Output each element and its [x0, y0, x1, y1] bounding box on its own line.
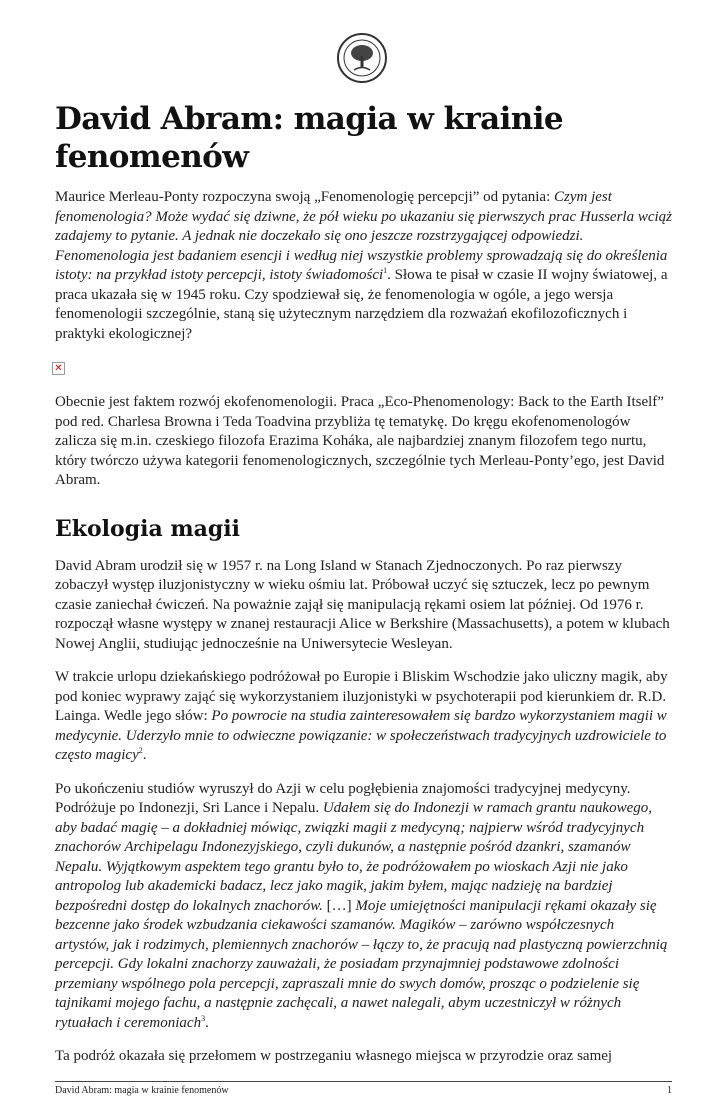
footnote-ref[interactable]: 1	[383, 266, 388, 275]
text-run: .	[142, 747, 147, 763]
quote-text: Po powrocie na studia zainteresowałem się bardzo wykorzystaniem magii w medycynie. Uderzyło mnie to odwieczne powiązanie: w społeczeństwach tradycyjnych uzdrowiciele to często magicy	[55, 708, 667, 763]
tree-logo-icon	[336, 32, 388, 84]
broken-image-icon: ✕	[52, 362, 65, 375]
text-run: W trakcie urlopu dziekańskiego podróżował po Europie i Bliskim Wschodzie jako uliczny magik, aby pod koniec wyprawy zająć się wykorzystaniem iluzjonistyki w psychoterapii pod kierunkiem dr. R.D. Lainga. Wedle jego słów:	[55, 669, 668, 724]
paragraph	[55, 780, 672, 1034]
text-run: .	[205, 1014, 209, 1031]
footnote-ref[interactable]: 2	[138, 746, 143, 755]
footnote-ref[interactable]: 3	[201, 1013, 206, 1023]
page-title: David Abram: magia w krainie fenomenów	[55, 101, 564, 175]
text-run: […]	[326, 897, 356, 914]
footer-title: David Abram: magia w krainie fenomenów	[55, 1084, 229, 1096]
section-heading: Ekologia magii	[55, 515, 241, 542]
paragraph	[55, 188, 672, 344]
paragraph	[55, 557, 672, 655]
text-run: Ta podróż okazała się przełomem w postrzeganiu własnego miejsca w przyrodzie oraz samej	[55, 1048, 613, 1064]
text-run: . Słowa te pisał w czasie II wojny światowej, a praca ukazała się w 1945 roku. Czy spodziewał się, że fenomenologia w ogóle, a jego wersja fenomenologii szczególnie, staną się użytecznym narzędziem dla rozważań ekofilozoficznych i praktyki ekologicznej?	[55, 267, 668, 342]
text-run: Obecnie jest faktem rozwój ekofenomenologii. Praca „Eco-Phenomenology: Back to the Earth Itself” pod red. Charlesa Browna i Teda Toadvina przybliża tę tematykę. Do kręgu ekofenomenologów zalicza się m.in. czeskiego filozofa Erazima Koháka, ale najbardziej znanym filozofem tego nurtu, który twórczo używa kategorii fenomenologicznych, szczególnie tych Merleau-Ponty’ego, jest David Abram.	[55, 394, 665, 488]
footer	[55, 1081, 672, 1097]
text-run: David Abram urodził się w 1957 r. na Long Island w Stanach Zjednoczonych. Po raz pierwszy zobaczył występ iluzjonistyczny w wieku ośmiu lat. Próbował uczyć się sztuczek, lecz po pewnym czasie zaniechał ćwiczeń. Na poważnie zajął się manipulacją rękami osiem lat później. Od 1976 r. rozpoczął własne występy w znanej restauracji Alice w Berkshire (Massachusetts), a potem w klubach Nowej Anglii, studiując jednocześnie na Uniwersytecie Wesleyan.	[55, 557, 670, 652]
paragraph	[55, 393, 672, 491]
quote-text: Moje umiejętności manipulacji rękami okazały się bezcenne jako środek wzbudzania ciekawości szamanów. Magików – zarówno współczesnych artystów, jak i rodzimych, plemiennych znachorów – łączy to, że pracują nad plastyczną powierzchnią percepcji. Gdy lokalni znachorzy zauważali, że posiadam przynajmniej podstawowe zdolności przemiany wspólnego pola percepcji, zapraszali mnie do swych domów, prosząc o podzielenie się tajnikami mojego fachu, a następnie zachęcali, a nawet nalegali, abym uczestniczył w różnych rytuałach i ceremoniach	[55, 897, 668, 1031]
quote-text: Czym jest fenomenologia? Może wydać się dziwne, że pół wieku po ukazaniu się pierwszych prac Husserla wciąż zadajemy to pytanie. A jednak nie doczekało się ono jeszcze rozstrzygającej odpowiedzi. Fenomenologia jest badaniem esencji i według niej wszystkie problemy sprowadzają się do określenia istoty: na przykład istoty percepcji, istoty świadomości	[55, 189, 673, 283]
text-run: Maurice Merleau-Ponty rozpoczyna swoją „Fenomenologię percepcji” od pytania:	[55, 189, 554, 205]
page-number: 1	[667, 1084, 672, 1096]
paragraph	[55, 668, 672, 766]
text-run: Po ukończeniu studiów wyruszył do Azji w celu pogłębienia znajomości tradycyjnej medycyny. Podróżuje po Indonezji, Sri Lance i Nepalu.	[55, 780, 631, 816]
paragraph	[55, 1047, 672, 1067]
quote-text: Udałem się do Indonezji w ramach grantu naukowego, aby badać magię – a dokładniej mówiąc, związki magii z medycyną; najpierw wśród tradycyjnych znachorów Archipelagu Indonezyjskiego, czyli dukunów, a następnie pośród dzankri, szamanów Nepalu. Wyjątkowym aspektem tego grantu było to, że podróżowałem po wioskach Azji nie jako antropolog lub akademicki badacz, lecz jako magik, jakim byłem, mając nadzieję na bardziej bezpośredni dostęp do lokalnych znachorów.	[55, 800, 652, 914]
